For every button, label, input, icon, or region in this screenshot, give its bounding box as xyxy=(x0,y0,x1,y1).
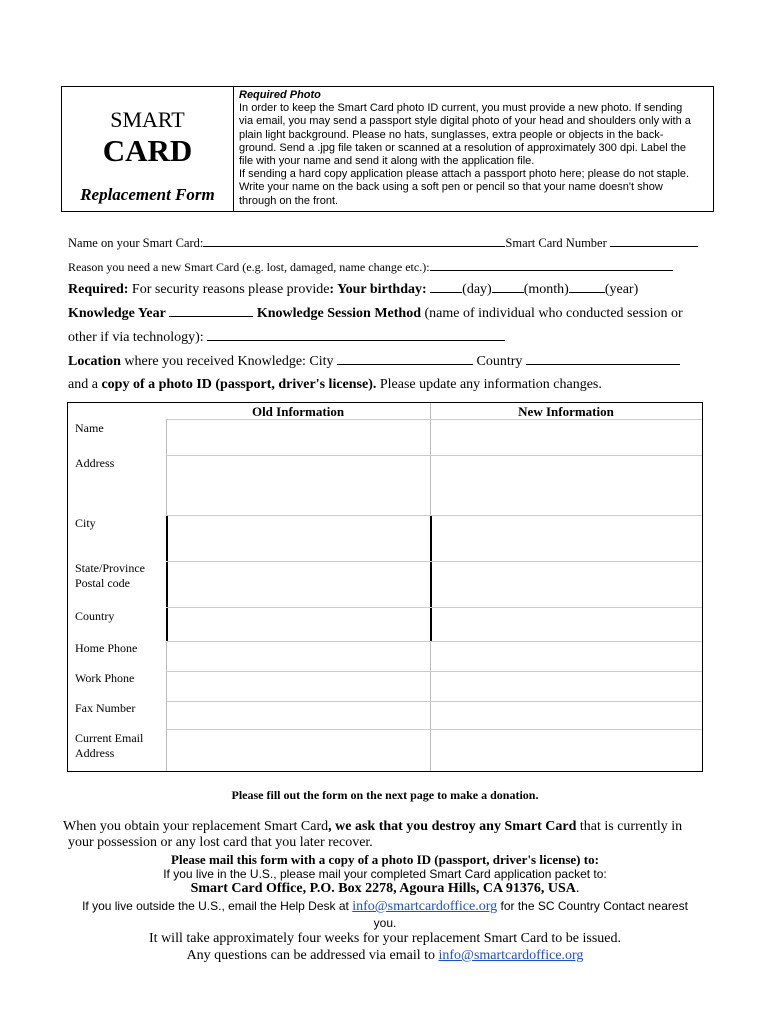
reason-field[interactable] xyxy=(430,259,673,271)
row-divider xyxy=(166,455,702,456)
title-replacement-form: Replacement Form xyxy=(80,185,215,204)
photo-line: via email, you may send a passport style digital photo of your head and shoulders only with a xyxy=(239,115,691,128)
photo-line: Write your name on the back using a soft pen or pencil so that your name doesn't show xyxy=(239,181,663,194)
other-tech-line xyxy=(68,329,505,346)
row-divider xyxy=(166,607,702,608)
other-tech-label: other if via technology): xyxy=(68,330,204,345)
weeks-note: It will take approximately four weeks for your replacement Smart Card to be issued. xyxy=(149,931,621,946)
session-desc: (name of individual who conducted session or xyxy=(424,306,683,321)
birthday-label: : Your birthday: xyxy=(329,282,427,297)
header-box xyxy=(61,86,714,212)
row-divider xyxy=(166,729,702,730)
month-label: (month) xyxy=(523,282,569,297)
row-divider xyxy=(166,515,702,516)
and-a-text: and a xyxy=(68,377,98,392)
photo-id-line xyxy=(68,377,602,393)
required-line xyxy=(68,281,638,298)
questions-line xyxy=(0,948,770,964)
row-label-address: Address xyxy=(75,456,115,470)
security-text: For security reasons please provide xyxy=(131,282,330,297)
location-line xyxy=(68,353,680,370)
location-label: Location xyxy=(68,354,121,369)
header-divider xyxy=(233,87,234,211)
city-field[interactable] xyxy=(337,353,473,365)
destroy-line-2: your possession or any lost card that you later recover. xyxy=(68,835,373,850)
col-divider-dark xyxy=(166,515,168,641)
photo-line: In order to keep the Smart Card photo ID current, you must provide a new photo. If sending xyxy=(239,102,683,115)
mailing-address-line xyxy=(0,881,770,897)
session-field[interactable] xyxy=(207,329,505,341)
outside-text-1: If you live outside the U.S., email the Help Desk at xyxy=(82,899,349,913)
photo-instructions xyxy=(239,89,711,208)
update-text: Please update any information changes. xyxy=(379,377,602,392)
new-info-header: New Information xyxy=(518,404,614,419)
reason-line xyxy=(68,259,673,275)
photo-line: plain light background. Please no hats, sunglasses, extra people or objects in the back- xyxy=(239,128,664,141)
destroy-text-bold: , we ask that you destroy any Smart Card xyxy=(328,819,577,834)
outside-text-2: for the SC Country Contact nearest xyxy=(500,899,688,913)
year-label: (year) xyxy=(604,282,639,297)
country-field[interactable] xyxy=(526,353,680,365)
title-card: CARD xyxy=(102,133,193,168)
row-label-home-phone: Home Phone xyxy=(75,641,138,655)
row-label-fax: Fax Number xyxy=(75,701,136,715)
card-number-field[interactable] xyxy=(610,235,698,247)
questions-text: Any questions can be addressed via email to xyxy=(186,948,435,963)
destroy-text-2: that is currently in xyxy=(576,819,683,834)
photo-line: If sending a hard copy application please attach a passport photo here; please do not staple. xyxy=(239,168,690,181)
questions-email-link[interactable]: info@smartcardoffice.org xyxy=(438,948,584,963)
row-divider xyxy=(166,701,702,702)
row-divider xyxy=(166,561,702,562)
row-label-name: Name xyxy=(75,421,104,435)
title-smart: SMART xyxy=(110,107,185,132)
row-label-city: City xyxy=(75,516,96,530)
location-text: where you received Knowledge: City xyxy=(124,354,334,369)
donation-note: Please fill out the form on the next page to make a donation. xyxy=(231,788,539,802)
reason-label: Reason you need a new Smart Card (e.g. lost, damaged, name change etc.): xyxy=(68,260,430,274)
country-label: Country xyxy=(476,354,523,369)
required-label: Required: xyxy=(68,282,129,297)
name-label: Name on your Smart Card: xyxy=(68,236,204,250)
address-period: . xyxy=(575,881,580,896)
help-desk-email-link[interactable]: info@smartcardoffice.org xyxy=(352,899,498,914)
outside-us-line xyxy=(0,899,770,915)
session-method-label: Knowledge Session Method xyxy=(256,306,421,321)
row-label-email: Current Email Address xyxy=(75,731,144,760)
info-table xyxy=(67,402,703,772)
row-label-work-phone: Work Phone xyxy=(75,671,135,685)
knowledge-year-label: Knowledge Year xyxy=(68,306,166,321)
mail-instruction: Please mail this form with a copy of a photo ID (passport, driver's license) to: xyxy=(171,852,599,867)
us-instruction: If you live in the U.S., please mail your completed Smart Card application packet to: xyxy=(163,867,607,881)
old-info-header: Old Information xyxy=(251,404,345,419)
row-divider xyxy=(166,671,702,672)
photo-heading: Required Photo xyxy=(239,89,321,101)
month-field[interactable] xyxy=(492,281,524,293)
year-field[interactable] xyxy=(569,281,605,293)
row-divider xyxy=(166,641,702,642)
name-card-line xyxy=(68,235,698,251)
row-divider xyxy=(166,419,702,420)
photo-line: ground. Send a .jpg file taken or scanned at a resolution of approximately 300 dpi. Label the xyxy=(239,141,687,154)
card-number-label: Smart Card Number xyxy=(505,236,607,250)
photo-line: file with your name and send it along with the application file. xyxy=(239,155,535,168)
knowledge-year-field[interactable] xyxy=(169,305,253,317)
mailing-address: Smart Card Office, P.O. Box 2278, Agoura Hills, CA 91376, USA xyxy=(190,881,576,896)
name-field[interactable] xyxy=(203,235,505,247)
copy-photo-text: copy of a photo ID (passport, driver's license). xyxy=(101,377,377,392)
row-label-country: Country xyxy=(75,609,115,623)
col-divider-dark xyxy=(430,515,432,641)
destroy-text-1: When you obtain your replacement Smart Card xyxy=(63,819,329,834)
day-label: (day) xyxy=(462,282,492,297)
photo-line: through on the front. xyxy=(239,194,339,207)
row-label-state: State/Province Postal code xyxy=(75,561,145,590)
knowledge-line xyxy=(68,305,683,322)
outside-us-line-2: you. xyxy=(373,916,397,930)
day-field[interactable] xyxy=(430,281,462,293)
destroy-line-1 xyxy=(63,819,682,835)
